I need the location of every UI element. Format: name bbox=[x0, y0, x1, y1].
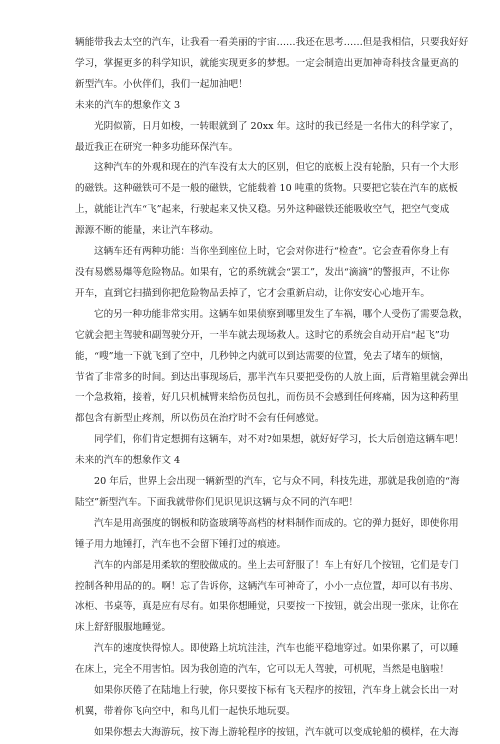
text-line: 它就会把主驾驶和副驾驶分开，一半车就去现场救人。这时它的系统会自动开启“起飞”功 bbox=[75, 329, 450, 341]
text-line: 汽车是用高强度的钢板和防盗玻璃等高档的材料制作而成的。它的弹力挺好，即使你用 bbox=[94, 517, 459, 529]
text-line: 汽车的内部是用柔软的塑胶做成的。坐上去可舒服了！车上有好几个按钮，它们是专门 bbox=[94, 559, 459, 571]
text-line: 节省了非常多的时间。到达出事现场后，那半汽车只要把受伤的人放上面，后背箱里就会弹出 bbox=[75, 371, 469, 383]
text-line: 没有易燃易爆等危险物品。如果有，它的系统就会“罢工”，发出“滴滴”的警报声，不让你 bbox=[75, 266, 450, 278]
text-line: 上，就能让汽车“飞”起来，行驶起来又快又稳。另外这种磁铁还能吸收空气，把空气变成 bbox=[75, 204, 450, 216]
text-line: 汽车的速度快得惊人。即使路上坑坑洼洼，汽车也能平稳地穿过。如果你累了，可以睡 bbox=[94, 643, 459, 655]
section-heading bbox=[75, 451, 442, 472]
text-line: 如果你想去大海游玩，按下海上游轮程序的按钮，汽车就可以变成轮船的模样，在大海 bbox=[94, 726, 459, 738]
text-line: 能，“嗖”地一下就飞到了空中，几秒钟之内就可以到达需要的位置，免去了堵车的烦恼， bbox=[75, 350, 450, 362]
paragraph bbox=[75, 514, 459, 556]
text-line: 未来的汽车的想象作文 4 bbox=[75, 455, 181, 467]
text-line: 最近我正在研究一种多功能环保汽车。 bbox=[75, 141, 239, 153]
section-heading bbox=[75, 96, 442, 117]
text-line: 在床上，完全不用害怕。因为我创造的汽车，它可以无人驾驶，可机呢，当然是电脑啦！ bbox=[75, 664, 450, 676]
paragraph bbox=[75, 430, 464, 451]
text-line: 如果你厌倦了在陆地上行驶，你只要按下标有飞天程序的按钮，汽车身上就会长出一对 bbox=[94, 685, 459, 697]
text-line: 源源不断的能量，来让汽车移动。 bbox=[75, 225, 219, 237]
paragraph bbox=[75, 556, 459, 640]
text-line: 20 年后，世界上会出现一辆新型的汽车，它与众不同，科技先进，那就是我创造的“海 bbox=[94, 476, 460, 488]
text-line: 未来的汽车的想象作文 3 bbox=[75, 99, 181, 111]
text-line: 的磁铁。这种磁铁可不是一般的磁铁，它能载着 10 吨重的货物。只要把它装在汽车的底板 bbox=[75, 183, 458, 195]
text-line: 冰柜、书桌等，真是应有尽有。如果你想睡觉，只要按一下按钮，就会出现一张床，让你在 bbox=[75, 601, 459, 613]
paragraph bbox=[75, 33, 469, 96]
text-line: 机翼，带着你飞向空中，和鸟儿们一起快乐地玩耍。 bbox=[75, 706, 296, 717]
paragraph bbox=[75, 472, 460, 514]
text-line: 锤子用力地锤打，汽车也不会留下锤打过的痕迹。 bbox=[75, 538, 287, 550]
text-line: 这辆车还有两种功能：当你坐到座位上时，它会对你进行“检查”。它会查看你身上有 bbox=[94, 246, 450, 258]
text-line: 新型汽车。小伙伴们，我们一起加油吧！ bbox=[75, 78, 248, 90]
text-line: 它的另一种功能非常实用。这辆车如果侦察到哪里发生了车祸，哪个人受伤了需要急救， bbox=[94, 308, 469, 320]
text-line: 开车，直到它扫描到你把危险物品丢掉了，它才会重新启动，让你安安心心地开车。 bbox=[75, 287, 430, 299]
text-line: 一个急救箱，接着，好几只机械臂来给伤员包扎，而伤员不会感到任何疼痛，因为这种药里 bbox=[75, 392, 459, 404]
paragraph bbox=[75, 305, 469, 430]
paragraph bbox=[75, 723, 459, 744]
text-line: 陆空”新型汽车。下面我就带你们见识见识这辆与众不同的汽车吧！ bbox=[75, 496, 359, 508]
text-line: 床上舒舒服服地睡觉。 bbox=[75, 622, 171, 634]
text-line: 这种汽车的外观和现在的汽车没有太大的区别，但它的底板上没有轮胎，只有一个大形 bbox=[94, 162, 459, 174]
paragraph bbox=[75, 242, 450, 305]
text-line: 都包含有新型止疼剂，所以伤员在治疗时不会有任何感觉。 bbox=[75, 413, 325, 425]
text-line: 控制各种用品的的。啊！忘了告诉你，这辆汽车可神奇了，小小一点位置，却可以有书房、 bbox=[75, 580, 459, 592]
paragraph bbox=[75, 158, 459, 242]
text-line: 辆能带我去太空的汽车，让我看一看美丽的宇宙……我还在思考……但是我相信，只要我好好 bbox=[75, 37, 469, 48]
paragraph bbox=[75, 117, 459, 159]
text-line: 学习，掌握更多的科学知识，就能实现更多的梦想。一定会制造出更加神奇科技含量更高的 bbox=[75, 57, 459, 69]
paragraph bbox=[75, 681, 459, 723]
paragraph bbox=[75, 639, 459, 681]
text-line: 同学们，你们肯定想拥有这辆车，对不对?如果想，就好好学习，长大后创造这辆车吧！ bbox=[94, 434, 464, 446]
text-line: 光阴似箭，日月如梭，一转眼就到了 20xx 年。这时的我已经是一名伟大的科学家了， bbox=[94, 120, 459, 132]
